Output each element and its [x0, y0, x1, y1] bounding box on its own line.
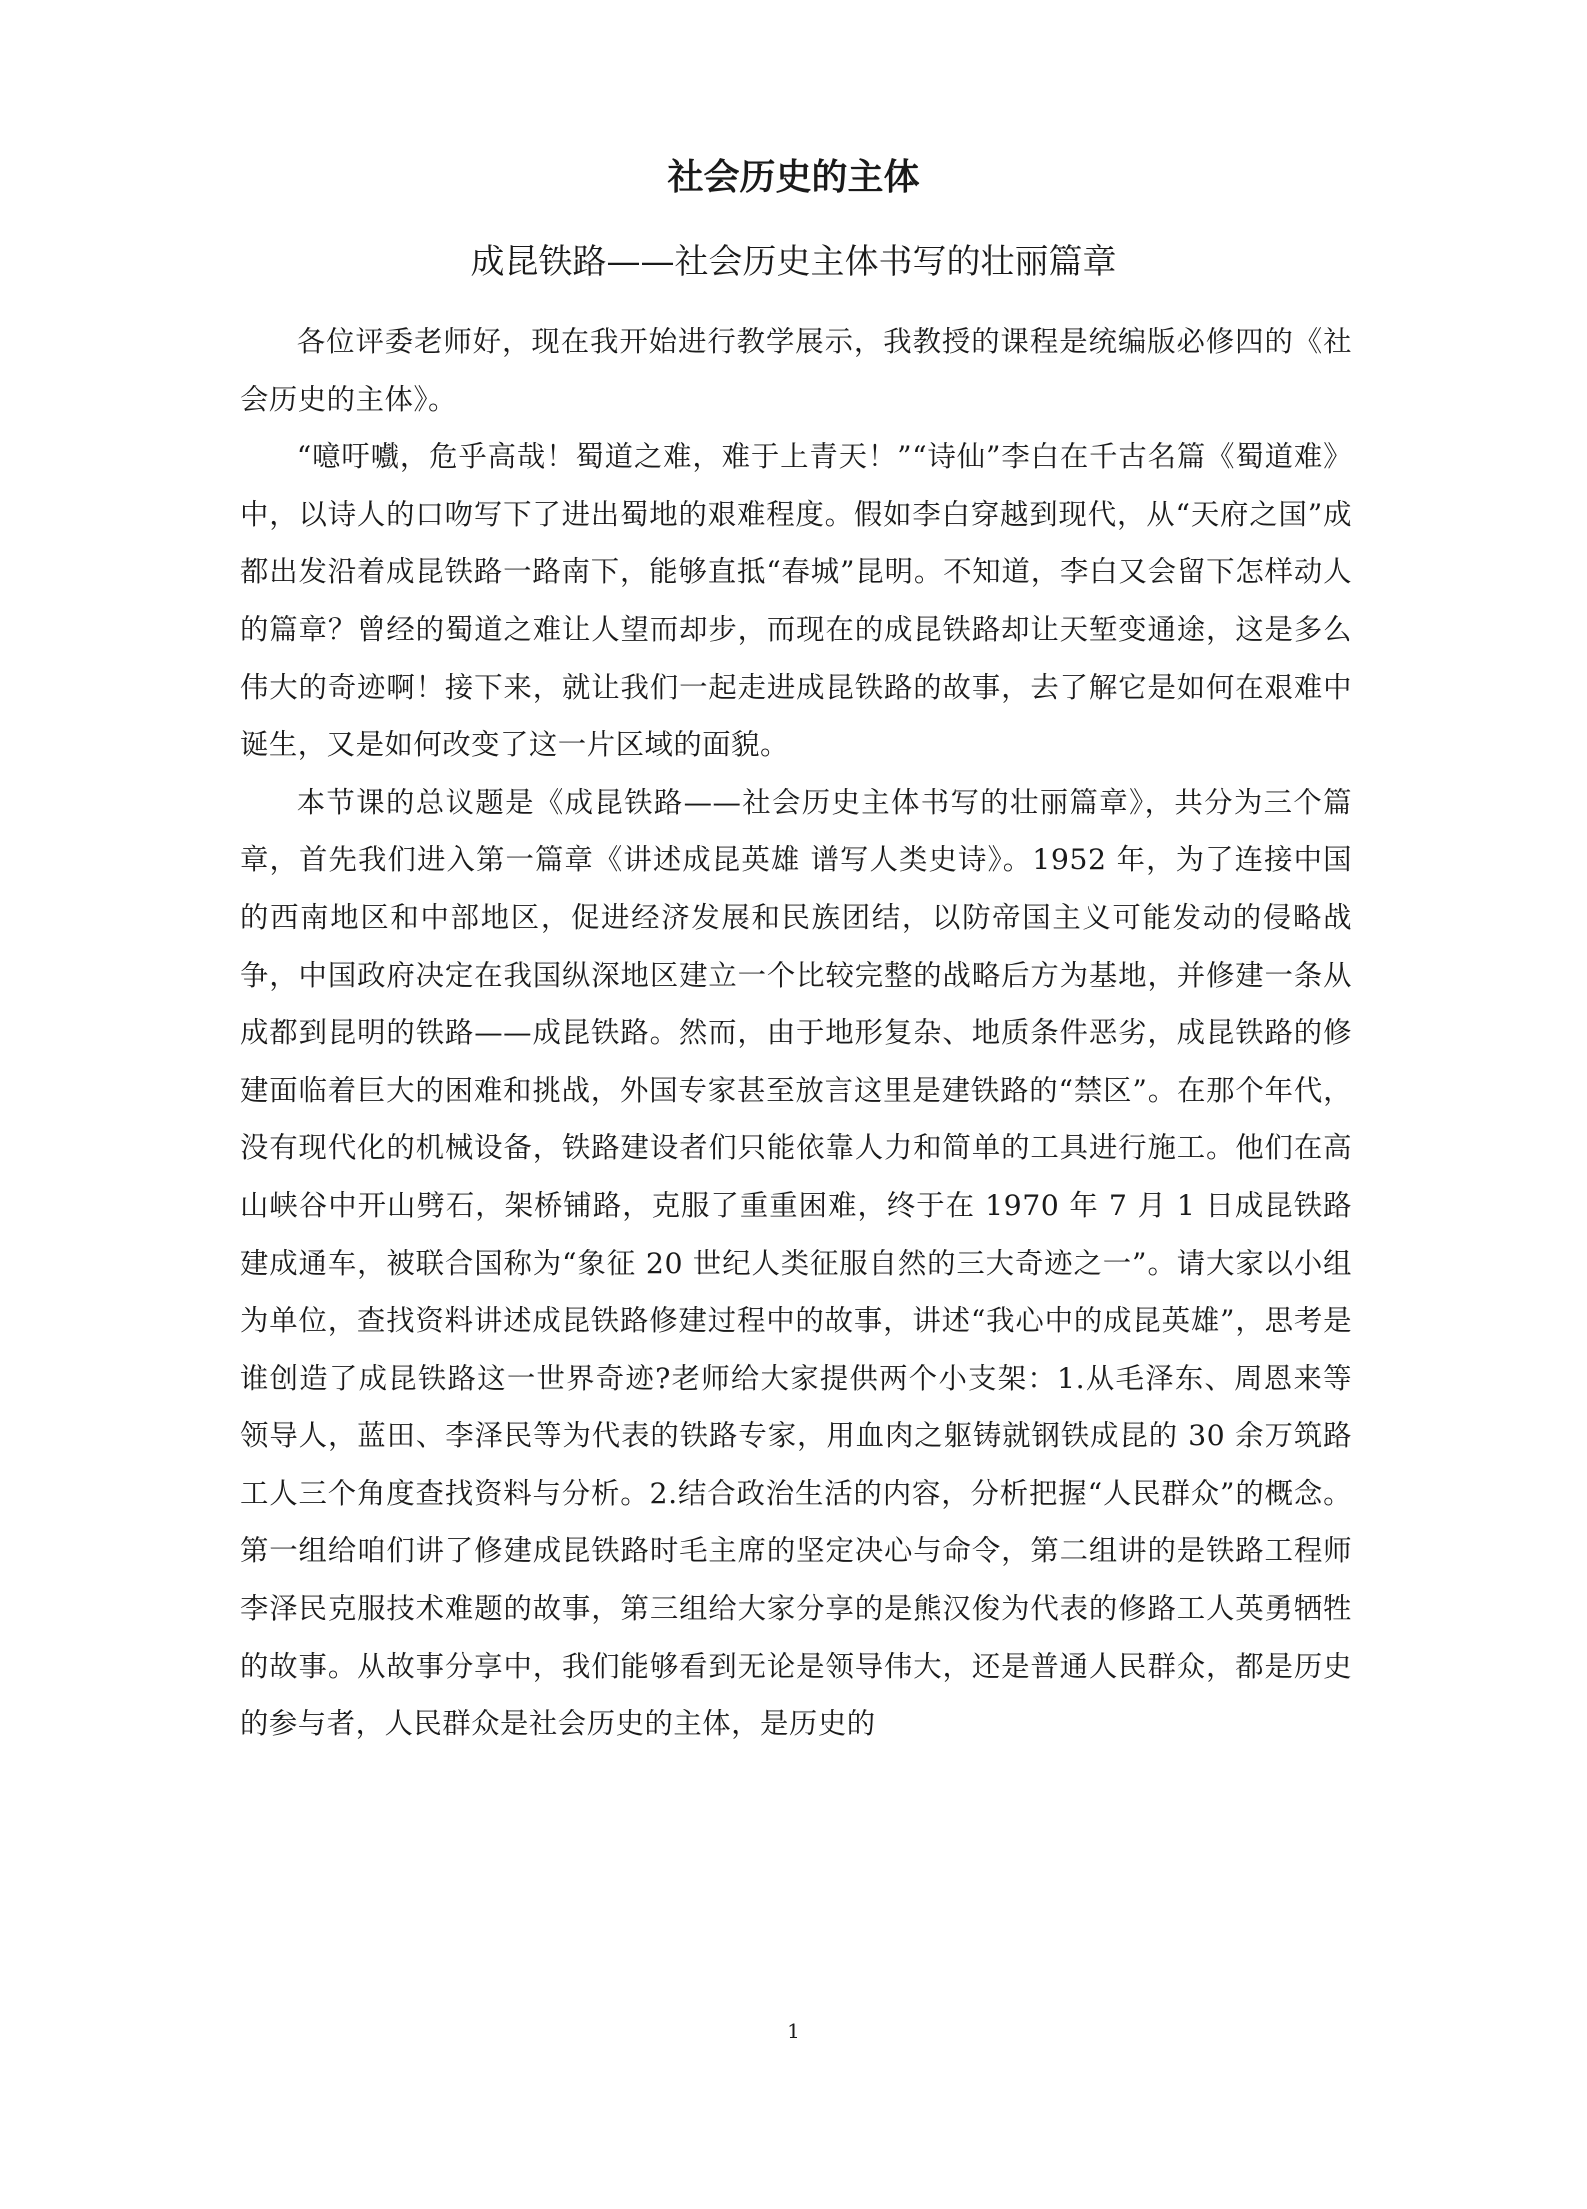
paragraph-main-topic: 本节课的总议题是《成昆铁路——社会历史主体书写的壮丽篇章》，共分为三个篇章，首先我们进入第一篇章《讲述成昆英雄 谱写人类史诗》。1952 年，为了连接中国的西南地区和中部地区，促进经济发展和民族团结，以防帝国主义可能发动的侵略战争，中国政府决定在我国纵深地区建立一个比较完整的战略后方为基地，并修建一条从成都到昆明的铁路——成昆铁路。然而，由于地形复杂、地质条件恶劣，成昆铁路的修建面临着巨大的困难和挑战，外国专家甚至放言这里是建铁路的“禁区”。在那个年代，没有现代化的机械设备，铁路建设者们只能依靠人力和简单的工具进行施工。他们在高山峡谷中开山劈石，架桥铺路，克服了重重困难，终于在 1970 年 7 月 1 日成昆铁路建成通车，被联合国称为“象征 20 世纪人类征服自然的三大奇迹之一”。请大家以小组为单位，查找资料讲述成昆铁路修建过程中的故事，讲述“我心中的成昆英雄”，思考是谁创造了成昆铁路这一世界奇迹?老师给大家提供两个小支架：1.从毛泽东、周恩来等领导人，蓝田、李泽民等为代表的铁路专家，用血肉之躯铸就钢铁成昆的 30 余万筑路工人三个角度查找资料与分析。2.结合政治生活的内容，分析把握“人民群众”的概念。第一组给咱们讲了修建成昆铁路时毛主席的坚定决心与命令，第二组讲的是铁路工程师李泽民克服技术难题的故事，第三组给大家分享的是熊汉俊为代表的修路工人英勇牺牲的故事。从故事分享中，我们能够看到无论是领导伟大，还是普通人民群众，都是历史的参与者，人民群众是社会历史的主体，是历史的 [240, 785, 1352, 1741]
paragraph-greeting: 各位评委老师好，现在我开始进行教学展示，我教授的课程是统编版必修四的《社会历史的主体》。 [240, 325, 1352, 416]
document-body [240, 313, 1352, 1753]
paragraph-introduction: “噫吁嚱，危乎高哉！蜀道之难，难于上青天！”“诗仙”李白在千古名篇《蜀道难》中，以诗人的口吻写下了进出蜀地的艰难程度。假如李白穿越到现代，从“天府之国”成都出发沿着成昆铁路一路南下，能够直抵“春城”昆明。不知道，李白又会留下怎样动人的篇章？曾经的蜀道之难让人望而却步，而现在的成昆铁路却让天堑变通途，这是多么伟大的奇迹啊！接下来，就让我们一起走进成昆铁路的故事，去了解它是如何在艰难中诞生，又是如何改变了这一片区域的面貌。 [240, 440, 1352, 762]
document-title: 社会历史的主体 [667, 156, 920, 198]
document-subtitle: 成昆铁路——社会历史主体书写的壮丽篇章 [470, 242, 1117, 282]
page-number: 1 [787, 2019, 800, 2043]
